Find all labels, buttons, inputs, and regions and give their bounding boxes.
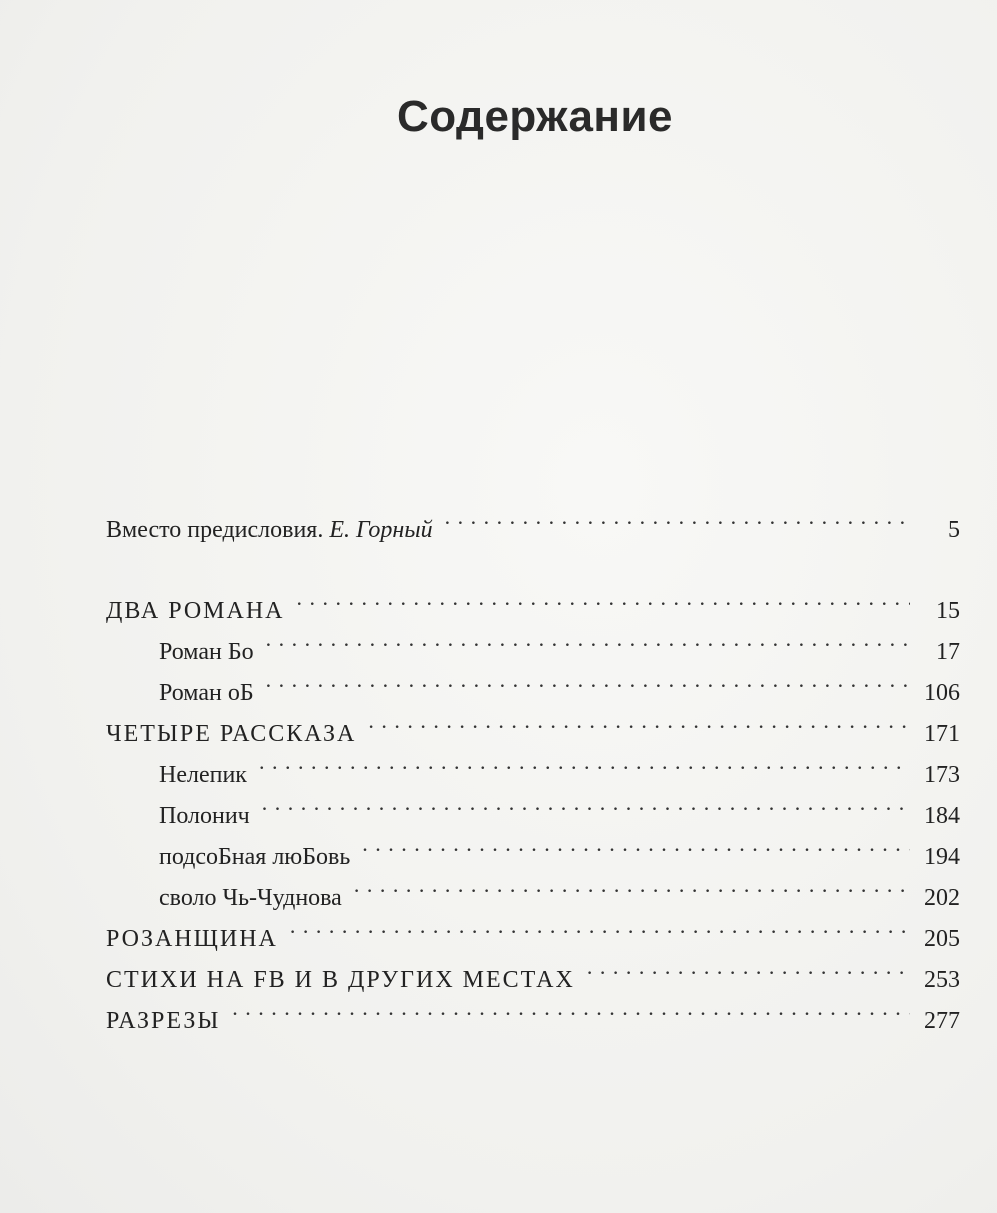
toc-entry-label: своло Чь-Чуднова — [159, 885, 342, 911]
dot-leader — [362, 823, 910, 864]
dot-leader — [445, 496, 910, 537]
dot-leader — [266, 659, 910, 700]
toc-entry-subsection — [106, 659, 960, 706]
toc-entry-label: СТИХИ НА FB И В ДРУГИХ МЕСТАХ — [106, 967, 575, 993]
toc-entry-section — [106, 577, 960, 624]
page-title: Содержание — [396, 92, 674, 141]
toc-entry-subsection — [106, 741, 960, 788]
dot-leader — [259, 741, 910, 782]
toc-entry-label: Роман оБ — [159, 680, 254, 706]
toc-page-number: 5 — [948, 517, 960, 543]
toc-page-number: 277 — [924, 1008, 960, 1034]
dot-leader — [232, 987, 910, 1028]
toc-entry-label: Нелепик — [159, 762, 247, 788]
toc-page-number: 15 — [936, 598, 960, 624]
toc-page-number: 171 — [924, 721, 960, 747]
toc-page-number: 17 — [936, 639, 960, 665]
toc-entry-label: Роман Бо — [159, 639, 254, 665]
toc-entry-title: Вместо предисловия. — [106, 517, 324, 543]
toc-entry-section — [106, 987, 960, 1034]
dot-leader — [587, 946, 910, 987]
toc-page-number: 184 — [924, 803, 960, 829]
toc-page-number: 173 — [924, 762, 960, 788]
toc-entry-subsection — [106, 823, 960, 870]
toc-entry-section — [106, 905, 960, 952]
toc-entry-author: Е. Горный — [329, 517, 433, 543]
toc-entry-label: РАЗРЕЗЫ — [106, 1008, 221, 1034]
dot-leader — [266, 618, 910, 659]
toc-entry-label: подсоБная люБовь — [159, 844, 351, 870]
toc-entry-subsection — [106, 618, 960, 665]
table-of-contents — [106, 496, 960, 1034]
toc-page-number: 194 — [924, 844, 960, 870]
toc-page-number: 253 — [924, 967, 960, 993]
toc-entry-section — [106, 946, 960, 993]
toc-entry-label: ЧЕТЫРЕ РАССКАЗА — [106, 721, 357, 747]
dot-leader — [290, 905, 910, 946]
toc-entry-subsection — [106, 864, 960, 911]
toc-page-number: 106 — [924, 680, 960, 706]
toc-entry-label: Полонич — [159, 803, 250, 829]
dot-leader — [297, 577, 910, 618]
dot-leader — [262, 782, 910, 823]
dot-leader — [368, 700, 910, 741]
toc-entry-subsection — [106, 782, 960, 829]
toc-entry-section — [106, 700, 960, 747]
toc-entry-intro — [106, 496, 960, 543]
dot-leader — [354, 864, 910, 905]
toc-entry-label: ДВА РОМАНА — [106, 598, 285, 624]
toc-page-number: 205 — [924, 926, 960, 952]
toc-page-number: 202 — [924, 885, 960, 911]
toc-entry-label — [106, 510, 445, 551]
toc-entry-label: РОЗАНЩИНА — [106, 926, 278, 952]
